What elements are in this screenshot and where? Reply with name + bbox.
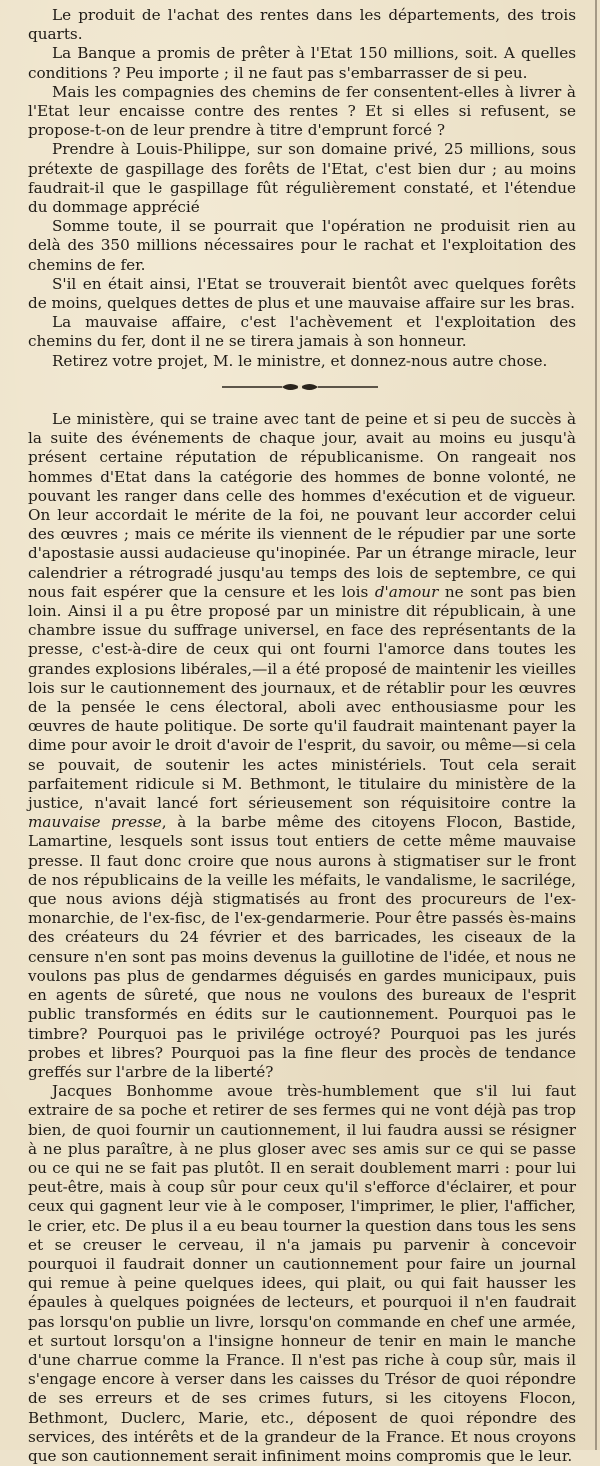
text-run: ne sont pas bien loin. Ainsi il a pu être proposé par un ministre dit républicain, à une chambre issue du suffrage universel, en face des représentants de la presse, c'est-à-dire de ceux qui ont fourni l'amorce dans toutes les grandes explosions libérales,—il a été proposé de maintenir les vieilles lois sur le cautionnement des journaux, et de rétablir pour les œuvres de la pensée le cens électoral, aboli avec enthousiasme pour les œuvres de haute politique. De sorte qu'il faudrait maintenant payer la dime pour avoir le droit d'avoir de l'esprit, du savoir, ou même—si cela se pouvait, de soutenir les actes ministériels. Tout cela serait parfaitement ridicule si M. Bethmont, le titulaire du ministère de la justice, n'avait lancé fort sérieusement son réquisitoire contre la	[28, 582, 576, 813]
article-upper-section	[28, 6, 576, 371]
section-divider-ornament	[0, 377, 600, 397]
paragraph: La mauvaise affaire, c'est l'achèvement et l'exploitation des chemins du fer, dont il ne se tirera jamais à son honneur.	[28, 313, 576, 351]
column-rule	[595, 0, 597, 1450]
paragraph	[28, 410, 576, 1082]
paragraph: La Banque a promis de prêter à l'Etat 150 millions, soit. A quelles conditions ? Peu importe ; il ne faut pas s'embarrasser de si peu.	[28, 44, 576, 82]
text-run: , à la barbe même des citoyens Flocon, Bastide, Lamartine, lesquels sont issus tout entiers de cette même mauvaise presse. Il faut donc croire que nous aurons à stigmatiser sur le front de nos républicains de la veille les méfaits, le vandalisme, le sacrilége, que nous avions déjà stigmatisés au front des procureurs de l'ex-monarchie, de l'ex-fisc, de l'ex-gendarmerie. Pour être passés ès-mains des créateurs du 24 février et des barricades, les ciseaux de la censure n'en sont pas moins devenus la guillotine de l'idée, et nous ne voulons pas plus de gendarmes déguisés en gardes municipaux, puis en agents de sûreté, que nous ne voulons des bureaux de l'esprit public transformés en édits sur le cautionnement. Pourquoi pas le timbre? Pourquoi pas le privilége octroyé? Pourquoi pas les jurés probes et libres? Pourquoi pas la fine fleur des procès de tendance greffés sur l'arbre de la liberté?	[28, 813, 576, 1081]
paragraph: Jacques Bonhomme avoue très-humblement que s'il lui faut extraire de sa poche et retirer de ses fermes qui ne vont déjà pas trop bien, de quoi fournir un cautionnement, il lui faudra aussi se résigner à ne plus paraître, à ne plus gloser avec ses amis sur ce qui se passe ou ce qui ne se fait pas plutôt. Il en serait doublement marri : pour lui peut-être, mais à coup sûr pour ceux qu'il s'efforce d'éclairer, et pour ceux qui gagnent leur vie à le composer, l'imprimer, le plier, l'afficher, le crier, etc. De plus il a eu beau tourner la question dans tous les sens et se creuser le cerveau, il n'a jamais pu parvenir à concevoir pourquoi il faudrait donner un cautionnement pour faire un journal qui remue à peine quelques idees, qui plait, ou qui fait hausser les épaules à quelques poignées de lecteurs, et pourquoi il n'en faudrait pas lorsqu'on publie un livre, lorsqu'on commande en chef une armée, et surtout lorsqu'on a l'insigne honneur de tenir en main le manche d'une charrue comme la France. Il n'est pas riche à coup sûr, mais il s'engage encore à verser dans les caisses du Trésor de quoi répondre de ses erreurs et de ses crimes futurs, si les citoyens Flocon, Bethmont, Duclerc, Marie, etc., déposent de quoi répondre des services, des intérêts et de la grandeur de la France. Et nous croyons que son cautionnement serait infiniment moins compromis que le leur.	[28, 1082, 576, 1465]
article-lower-section	[28, 410, 576, 1466]
paragraph: Somme toute, il se pourrait que l'opération ne produisit rien au delà des 350 millions nécessaires pour le rachat et l'exploitation des chemins de fer.	[28, 217, 576, 274]
paragraph: S'il en était ainsi, l'Etat se trouverait bientôt avec quelques forêts de moins, quelques dettes de plus et une mauvaise affaire sur les bras.	[28, 274, 576, 313]
paragraph: Mais les compagnies des chemins de fer consentent-elles à livrer à l'Etat leur encaisse contre des rentes ? Et si elles si refusent, se propose-t-on de leur prendre à titre d'emprunt forcé ?	[28, 82, 576, 140]
paragraph: Le produit de l'achat des rentes dans les départements, des trois quarts.	[28, 6, 576, 44]
text-run: Le ministère, qui se traine avec tant de peine et si peu de succès à la suite des événements de chaque jour, avait au moins eu jusqu'à présent certaine réputation de républicanisme. On rangeait nos hommes d'Etat dans la catégorie des hommes de bonne volonté, ne pouvant les ranger dans celle des hommes d'exécution et de vigueur. On leur accordait le mérite de la foi, ne pouvant leur accorder celui des œuvres ; mais ce mérite ils viennent de le répudier par une sorte d'apostasie aussi audacieuse qu'inopinée. Par un étrange miracle, leur calendrier a rétrogradé jusqu'au temps des lois de septembre, ce qui nous fait espérer que la censure et les lois	[28, 410, 576, 601]
divider-flourish-icon	[220, 380, 380, 394]
italic-term: d'amour	[374, 582, 439, 601]
italic-term: mauvaise presse	[28, 813, 162, 832]
paragraph: Prendre à Louis-Philippe, sur son domaine privé, 25 millions, sous prétexte de gaspillage des forêts de l'Etat, c'est bien dur ; au moins faudrait-il que le gaspillage fût régulièrement constaté, et l'étendue du dommage apprécié	[28, 140, 576, 217]
paragraph: Retirez votre projet, M. le ministre, et donnez-nous autre chose.	[52, 351, 548, 370]
